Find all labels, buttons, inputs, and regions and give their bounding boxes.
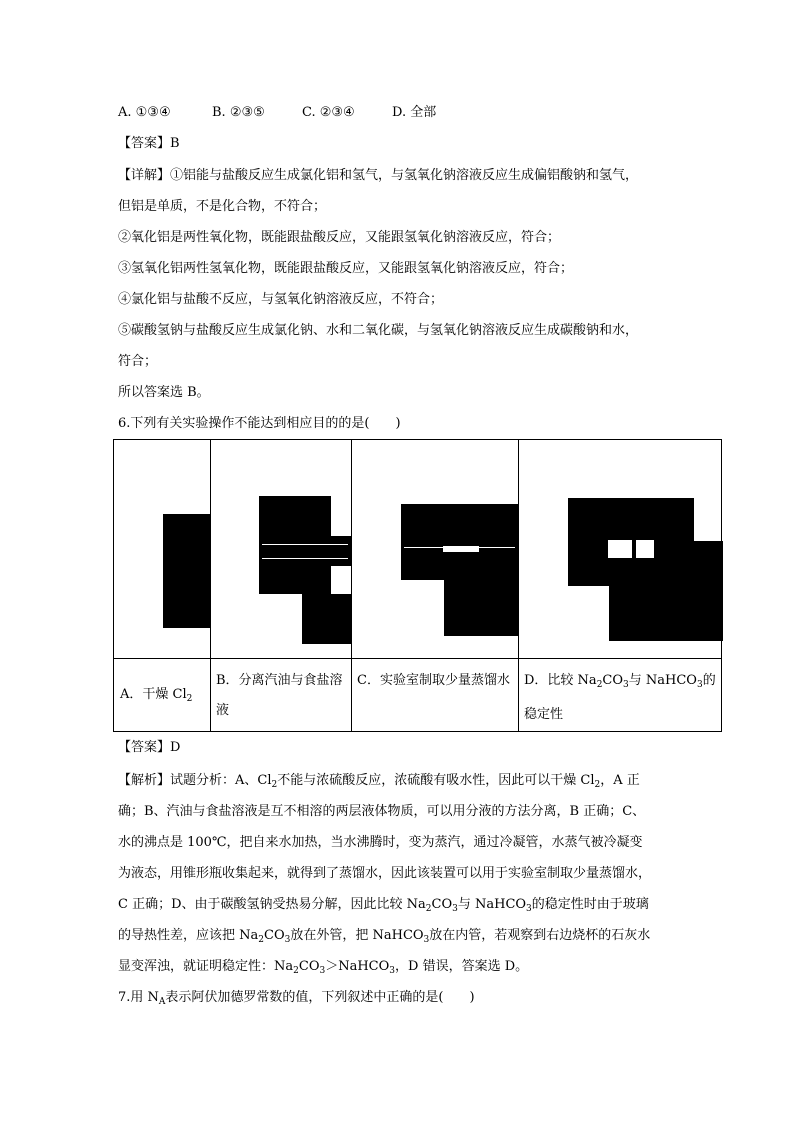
analysis-line-2: 确；B、汽油与食盐溶液是互不相溶的两层液体物质，可以用分液的方法分离，B 正确；C、 — [118, 804, 646, 819]
caption-c: C．实验室制取少量蒸馏水 — [357, 673, 510, 688]
analysis-line-4: 为液态，用锥形瓶收集起来，就得到了蒸馏水，因此该装置可以用于实验室制取少量蒸馏水， — [118, 866, 652, 881]
analysis-line-5: C 正确；D、由于碳酸氢钠受热易分解，因此比较 $Na_2CO_3$与 NaHCO$_3$的稳定性时由于玻璃 — [118, 897, 649, 914]
detail-line-5: ④氯化铝与盐酸不反应，与氢氧化钠溶液反应，不符合； — [118, 292, 444, 307]
analysis-line-3: 水的沸点是 100℃，把自来水加热，当水沸腾时，变为蒸汽，通过冷凝管，水蒸气被冷凝变 — [118, 835, 643, 850]
analysis-line-7: 显变浑浊，就证明稳定性：$Na_2CO_3>NaHCO_3$，D 错误，答案选 D。 — [118, 959, 529, 976]
option-c: C. ②③④ — [302, 105, 355, 120]
option-a: A. ①③④ — [118, 105, 171, 120]
detail-line-6: ⑤碳酸氢钠与盐酸反应生成氯化钠、水和二氧化碳，与氢氧化钠溶液反应生成碳酸钠和水， — [118, 323, 639, 338]
detail-line-4: ③氢氧化铝两性氢氧化物，既能跟盐酸反应，又能跟氢氧化钠溶液反应，符合； — [118, 261, 574, 276]
detail-line-2: 但铝是单质，不是化合物，不符合； — [118, 199, 327, 214]
detail-line-1: 【详解】①铝能与盐酸反应生成氯化铝和氢气，与氢氧化钠溶液反应生成偏铝酸钠和氢气， — [118, 168, 639, 183]
option-b: B. ②③⑤ — [212, 105, 265, 120]
detail-line-7: 符合； — [118, 354, 158, 369]
answer-label-1: 【答案】B — [118, 136, 180, 151]
option-d: D. 全部 — [392, 105, 437, 120]
experiment-table — [113, 439, 722, 732]
answer-label-2: 【答案】D — [118, 740, 181, 755]
detail-line-3: ②氧化铝是两性氧化物，既能跟盐酸反应，又能跟氢氧化钠溶液反应，符合； — [118, 230, 561, 245]
detail-line-8: 所以答案选 B。 — [118, 385, 210, 400]
caption-a: A．干燥 $Cl_2$ — [120, 687, 193, 704]
question-7: 7.用 $N_A$表示阿伏加德罗常数的值，下列叙述中正确的是( ) — [118, 990, 475, 1007]
caption-d: D．比较 $Na_2CO_3$与 NaHCO$_3$的稳定性 — [524, 673, 716, 722]
caption-b: B．分离汽油与食盐溶液 — [216, 673, 343, 718]
analysis-line-6: 的导热性差，应该把 $Na_2CO_3$放在外管，把 NaHCO$_3$放在内管，若观察到右边烧杯的石灰水 — [118, 928, 651, 945]
question-6: 6.下列有关实验操作不能达到相应目的的是( ) — [118, 416, 401, 431]
answer-options — [118, 103, 436, 123]
analysis-line-1: 【解析】试题分析：A、$Cl_2$不能与浓硫酸反应，浓硫酸有吸水性，因此可以干燥 $Cl_2$，A 正 — [118, 773, 640, 790]
